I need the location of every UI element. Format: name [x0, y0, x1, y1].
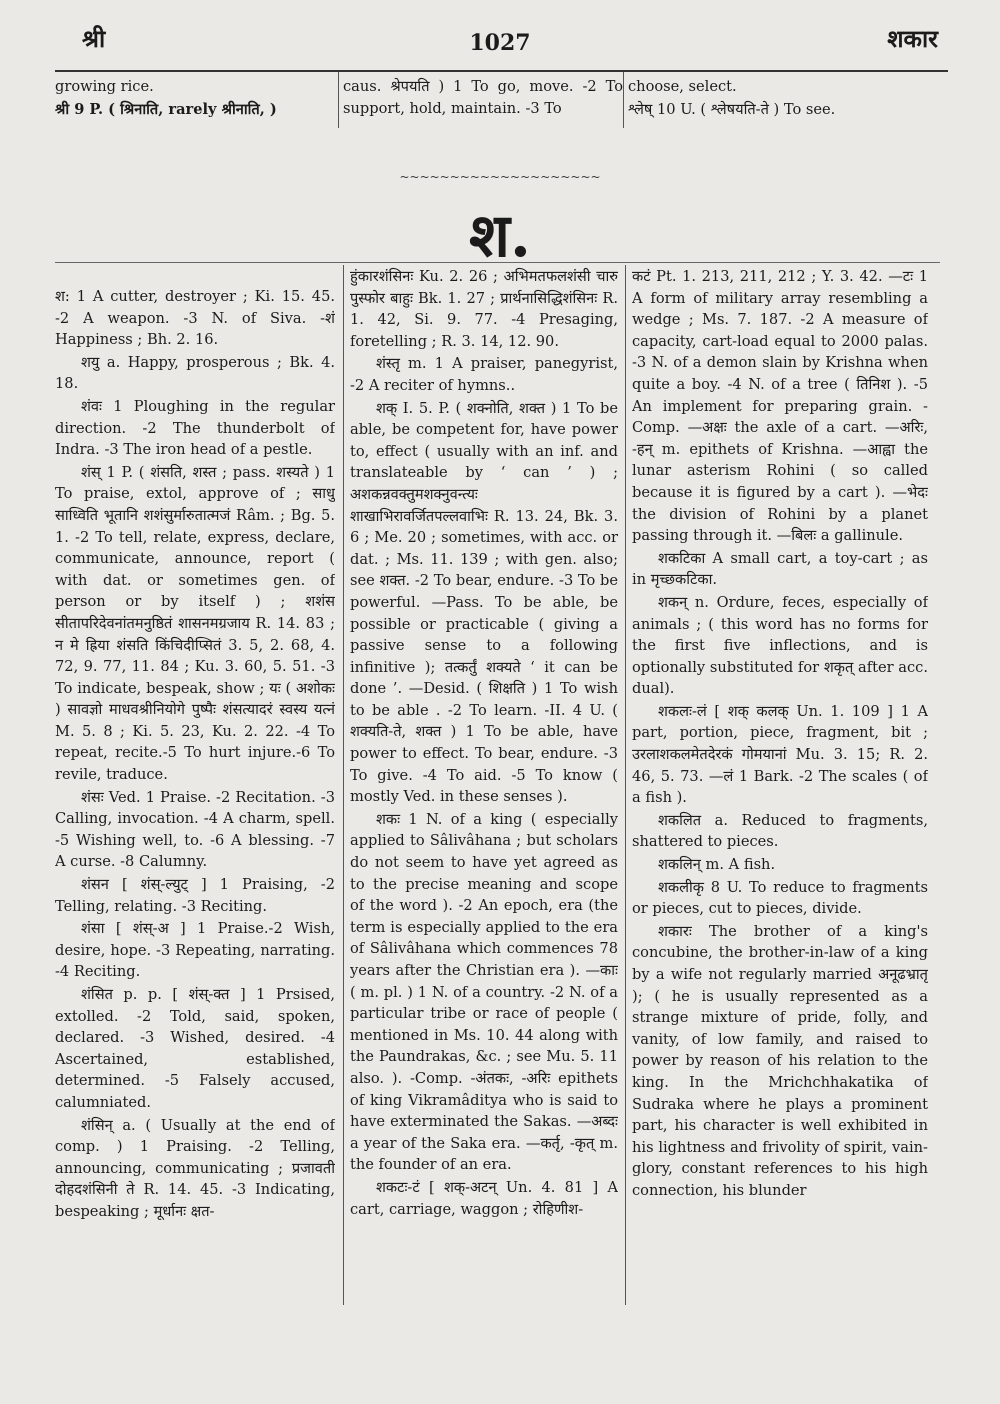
column-divider — [343, 265, 344, 1305]
top-column-2 — [343, 76, 623, 120]
column-divider — [623, 72, 624, 128]
column-divider — [625, 265, 626, 1305]
dictionary-entry: शंसः Ved. 1 Praise. -2 Recitation. -3 Calling, invocation. -4 A charm, spell. -5 Wishing well, to. -6 A blessing. -7 A curse. -8 Calumny. — [55, 788, 335, 871]
dictionary-entry: शकलीकृ 8 U. To reduce to fragments or pieces, cut to pieces, divide. — [632, 878, 928, 918]
header-left-word: श्री — [82, 24, 106, 53]
top-column-1 — [55, 76, 335, 121]
dictionary-entry: शंसा [ शंस्-अ ] 1 Praise.-2 Wish, desire, hope. -3 Repeating, narrating. -4 Reciting. — [55, 920, 335, 981]
entry-text: caus. श्रेपयति ) 1 To go, move. -2 To support, hold, maintain. -3 To — [343, 78, 623, 117]
dictionary-entry: शकलिन् m. A fish. — [658, 856, 776, 874]
page-number: 1027 — [469, 30, 531, 56]
dictionary-entry: शंसन [ शंस्-ल्युट् ] 1 Praising, -2 Telling, relating. -3 Reciting. — [55, 876, 335, 915]
column-1 — [55, 286, 335, 1316]
column-2 — [350, 266, 618, 1316]
header-right-word: शकार — [887, 24, 938, 53]
column-3 — [632, 266, 928, 1316]
dictionary-entry: कटं Pt. 1. 213, 211, 212 ; Y. 3. 42. —टः 1 A form of military array resembling a wedge ; Ms. 7. 187. -2 A measure of capacity, cart-load equal to 2000 palas. -3 N. of a demon slain by Krishna when quite a boy. -4 N. of a tree ( तिनिश ). -5 An implement for preparing grain. -Comp. —अक्षः the axle of a cart. —अरिः, -हन् m. epithets of Krishna. —आह्वा the lunar asterism Rohini ( so called because it is figured by a cart ). —भेदः the division of Rohini by a planet passing through it. —बिलः a gallinule. — [632, 268, 928, 545]
dictionary-entry: शंसित p. p. [ शंस्-क्त ] 1 Prsised, extolled. -2 Told, said, spoken, declared. -3 Wished, desired. -4 Ascertained, established, determined. -5 Falsely accused, calumniated. — [55, 986, 335, 1111]
dictionary-entry: शंवः 1 Ploughing in the regular direction. -2 The thunderbolt of Indra. -3 The iron head of a pestle. — [55, 397, 335, 459]
section-letter: श. — [469, 201, 531, 271]
dictionary-entry: शकलः-लं [ शक् कलक् Un. 1. 109 ] 1 A part, portion, piece, fragment, bit ; उरलाशकलमेतदेरकं गोमयानां Mu. 3. 15; R. 2. 46, 5. 73. —लं 1 Bark. -2 The scales ( of a fish ). — [632, 702, 928, 807]
dictionary-entry: शंस्तृ m. 1 A praiser, panegyrist, -2 A reciter of hymns.. — [350, 355, 618, 394]
top-column-3 — [628, 76, 928, 121]
dictionary-entry: शकटः-टं [ शक्-अटन् Un. 4. 81 ] A cart, carriage, waggon ; रोहिणीश- — [350, 1178, 618, 1218]
dictionary-entry: शंस् 1 P. ( शंसति, शस्त ; pass. शस्यते ) 1 To praise, extol, approve of ; साधु साध्विति भूतानि शशंसुर्मारुतात्मजं Râm. ; Bg. 5. 1. -2 To tell, relate, express, declare, communicate, announce, report ( with dat. or sometimes gen. of person or by itself ) ; शशंस सीतापरिदेवनांतमनुष्ठितं शासनमग्रजाय R. 14. 83 ; न मे ह्रिया शंसति किंचिदीप्सितं 3. 5, 2. 68, 4. 72, 9. 77, 11. 84 ; Ku. 3. 60, 5. 51. -3 To indicate, bespeak, show ; यः ( अशोकः ) सावज्ञो माधवश्रीनियोगे पुष्पैः शंसत्यादरं स्वस्य यत्नं M. 5. 8 ; Ki. 5. 23, Ku. 2. 22. -4 To repeat, recite.-5 To hurt injure.-6 To revile, traduce. — [55, 463, 335, 784]
column-divider — [338, 72, 339, 128]
header-rule — [55, 70, 948, 72]
dictionary-entry: शंसिन् a. ( Usually at the end of comp. ) 1 Praising. -2 Telling, announcing, communicating ; प्रजावती दोहदशंसिनी ते R. 14. 45. -3 Indicating, bespeaking ; मूर्धानः क्षत- — [55, 1116, 335, 1220]
section-rule — [55, 262, 940, 263]
entry-text: श्री 9 P. ( श्रिनाति, rarely श्रीनाति, ) — [55, 100, 277, 118]
dictionary-entry: शयु a. Happy, prosperous ; Bk. 4. 18. — [55, 353, 335, 393]
dictionary-entry: हुंकारशंसिनः Ku. 2. 26 ; अभिमतफलशंसी चारु पुस्फोर बाहुः Bk. 1. 27 ; प्रार्थनासिद्धिशंसिनः R. 1. 42, Si. 9. 77. -4 Presaging, foretelling ; R. 3. 14, 12. 90. — [350, 268, 618, 350]
entry-text: श्लेष् 10 U. ( श्लेषयति-ते ) To see. — [628, 100, 836, 118]
dictionary-entry: शकारः The brother of a king's concubine, the brother-in-law of a king by a wife not regularly married अनूढभ्रातृ ); ( he is usually represented as a strange mixture of pride, folly, and vanity, of low family, and raised to power by reason of his relation to the king. In the Mrichchhakatika of Sudraka where he plays a prominent part, his character is well exhibited in his lightness and frivolity of spirit, vain-glory, constant references to his high connection, his blunder — [632, 922, 928, 1199]
dictionary-entry: शकः 1 N. of a king ( especially applied to Sâlivâhana ; but scholars do not seem to have yet agreed as to the precise meaning and scope of the word ). -2 An epoch, era (the term is especially applied to the era of Sâlivâhana which commences 78 years after the Christian era ). —काः ( m. pl. ) 1 N. of a country. -2 N. of a particular tribe or race of people ( mentioned in Ms. 10. 44 along with the Paundrakas, &c. ; see Mu. 5. 11 also. ). -Comp. -अंतकः, -अरिः epithets of king Vikramâditya who is said to have exterminated the Sakas. —अब्दः a year of the Saka era. —कर्तृ, -कृत् m. the founder of an era. — [350, 810, 618, 1174]
dictionary-entry: शकन् n. Ordure, feces, especially of animals ; ( this word has no forms for the first five inflections, and is optionally substituted for शकृत् after acc. dual). — [632, 593, 928, 698]
entry-text: growing rice. — [55, 78, 154, 95]
entry-text: choose, select. — [628, 78, 737, 95]
dictionary-entry: श: 1 A cutter, destroyer ; Ki. 15. 45. -2 A weapon. -3 N. of Siva. -शं Happiness ; Bh. 2. 16. — [55, 288, 335, 349]
dictionary-entry: शकलित a. Reduced to fragments, shattered to pieces. — [632, 811, 928, 851]
section-ornament: ~~~~~~~~~~~~~~~~~~~~ — [399, 170, 601, 184]
dictionary-entry: शक् I. 5. P. ( शक्नोति, शक्त ) 1 To be able, be competent for, have power to, effect ( usually with an inf. and translateable by ‘ can ’ ) ; अशकन्नवक्तुमशक्नुवन्त्यः शाखाभिरावर्जितपल्लवाभिः R. 13. 24, Bk. 3. 6 ; Me. 20 ; sometimes, with acc. or dat. ; Ms. 11. 139 ; with gen. also; see शक्त. -2 To bear, endure. -3 To be powerful. —Pass. To be able, be possible or practicable ( giving a passive sense to a following infinitive ); तत्कर्तुं शक्यते ‘ it can be done ’. —Desid. ( शिक्षति ) 1 To wish to be able . -2 To learn. -II. 4 U. ( शक्यति-ते, शक्त ) 1 To be able, have power to effect. To bear, endure. -3 To give. -4 To aid. -5 To know ( mostly Ved. in these senses ). — [350, 399, 618, 806]
dictionary-entry: शकटिका A small cart, a toy-cart ; as in मृच्छकटिका. — [632, 549, 928, 589]
